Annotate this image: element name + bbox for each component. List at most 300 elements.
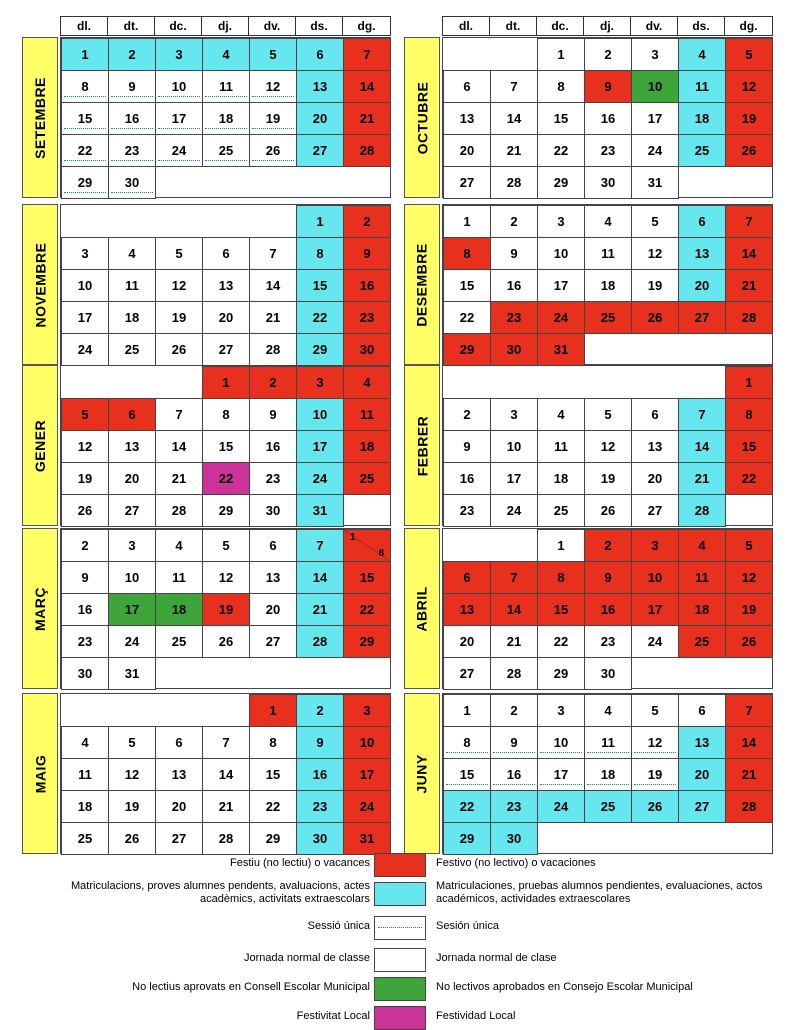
day-number: 13 [694, 735, 710, 750]
day-cell [108, 269, 156, 302]
day-number: 10 [77, 278, 93, 293]
day-cell [490, 102, 538, 135]
day-number: 15 [741, 439, 757, 454]
day-number: 10 [359, 735, 375, 750]
day-number: 19 [741, 602, 757, 617]
day-cell [631, 398, 679, 431]
day-number: 24 [77, 342, 93, 357]
legend-text-spanish: Festivo (no lectivo) o vacaciones [436, 857, 596, 869]
day-number: 1 [557, 47, 565, 62]
day-cell [108, 102, 156, 135]
day-number: 2 [463, 407, 471, 422]
day-cell [155, 494, 203, 527]
day-number: 22 [459, 799, 475, 814]
day-number: 4 [557, 407, 565, 422]
day-number: 18 [694, 602, 710, 617]
day-number: 29 [77, 175, 93, 190]
day-number: 22 [553, 634, 569, 649]
weekday-label-2: dc. [155, 17, 202, 35]
day-number: 1 [316, 214, 324, 229]
legend-text-catalan: Jornada normal de classe [244, 952, 370, 964]
day-cell [202, 494, 250, 527]
day-cell [108, 398, 156, 431]
day-number: 3 [128, 538, 136, 553]
day-number: 14 [506, 602, 522, 617]
day-number: 16 [506, 278, 522, 293]
day-cell [108, 70, 156, 103]
day-cell [490, 398, 538, 431]
month-label [22, 693, 58, 854]
day-number: 6 [463, 79, 471, 94]
day-number: 14 [506, 111, 522, 126]
day-cell [296, 694, 344, 727]
month-block-abril [404, 528, 773, 689]
day-number: 2 [363, 214, 371, 229]
day-number: 19 [171, 310, 187, 325]
day-cell [296, 70, 344, 103]
day-cell [296, 430, 344, 463]
day-number: 11 [695, 79, 709, 94]
day-cell [202, 561, 250, 594]
day-number: 15 [312, 278, 328, 293]
day-number: 16 [77, 602, 93, 617]
day-cell [537, 333, 585, 366]
day-number: 17 [553, 767, 569, 782]
day-cell [725, 726, 773, 759]
day-number: 7 [510, 570, 518, 585]
day-number: 20 [312, 111, 328, 126]
day-cell [678, 134, 726, 167]
day-number: 23 [124, 143, 140, 158]
day-number: 5 [175, 246, 183, 261]
day-cell [631, 561, 679, 594]
weekday-header [60, 16, 391, 36]
day-cell [537, 70, 585, 103]
day-cell [631, 593, 679, 626]
day-number: 3 [510, 407, 518, 422]
day-cell [537, 694, 585, 727]
day-cell [61, 494, 109, 527]
day-cell [296, 790, 344, 823]
day-number: 15 [218, 439, 234, 454]
day-number: 23 [459, 503, 475, 518]
day-number: 3 [175, 47, 183, 62]
day-number: 17 [77, 310, 93, 325]
day-number: 7 [698, 407, 706, 422]
day-cell [490, 561, 538, 594]
day-cell [202, 134, 250, 167]
day-cell [108, 657, 156, 690]
day-number: 4 [128, 246, 136, 261]
day-cell [678, 237, 726, 270]
day-cell [631, 301, 679, 334]
weekday-label-6: dg. [739, 19, 758, 33]
day-number: 27 [694, 799, 710, 814]
day-number: 13 [694, 246, 710, 261]
day-number: 15 [459, 767, 475, 782]
day-number: 10 [506, 439, 522, 454]
day-cell [678, 790, 726, 823]
day-cell [202, 237, 250, 270]
day-cell [108, 593, 156, 626]
day-cell [725, 561, 773, 594]
session-dotted-line [378, 927, 422, 928]
day-cell [61, 237, 109, 270]
day-cell [343, 694, 391, 727]
day-cell [631, 529, 679, 562]
day-cell [296, 237, 344, 270]
day-cell [443, 758, 491, 791]
day-cell [108, 625, 156, 658]
day-cell [155, 726, 203, 759]
legend-swatch [374, 916, 426, 940]
day-number: 9 [128, 79, 136, 94]
day-cell [296, 301, 344, 334]
day-number: 12 [171, 278, 187, 293]
day-cell [537, 726, 585, 759]
day-number: 1 [745, 375, 753, 390]
legend-swatch [374, 977, 426, 1001]
month-name: FEBRER [414, 415, 430, 476]
month-grid [60, 693, 391, 854]
day-cell [343, 758, 391, 791]
day-cell [537, 237, 585, 270]
day-cell [155, 625, 203, 658]
day-cell [725, 430, 773, 463]
day-cell [584, 625, 632, 658]
day-cell [725, 269, 773, 302]
day-number: 2 [269, 375, 277, 390]
day-number: 29 [312, 342, 328, 357]
day-number: 17 [647, 111, 663, 126]
day-number: 29 [218, 503, 234, 518]
legend-text-catalan: Sessió única [307, 920, 370, 932]
day-cell [108, 790, 156, 823]
day-cell [725, 625, 773, 658]
legend-swatch [374, 882, 426, 906]
day-cell [631, 269, 679, 302]
day-cell [443, 726, 491, 759]
day-cell [725, 398, 773, 431]
day-number: 17 [553, 278, 569, 293]
day-number: 30 [506, 342, 522, 357]
day-cell [61, 333, 109, 366]
day-cell [443, 625, 491, 658]
day-cell [678, 269, 726, 302]
day-cell [537, 269, 585, 302]
month-name: JUNY [414, 753, 431, 794]
day-number: 23 [506, 799, 522, 814]
day-number: 23 [265, 471, 281, 486]
day-number: 26 [741, 143, 757, 158]
legend-swatch [374, 1006, 426, 1030]
day-cell [490, 166, 538, 199]
day-cell [490, 694, 538, 727]
day-cell [631, 758, 679, 791]
day-number: 19 [741, 111, 757, 126]
day-cell [108, 333, 156, 366]
day-number: 9 [316, 735, 324, 750]
day-cell [249, 38, 297, 71]
day-cell [202, 70, 250, 103]
day-cell [343, 237, 391, 270]
day-cell [155, 822, 203, 855]
day-number: 10 [171, 79, 187, 94]
day-cell [490, 205, 538, 238]
day-number: 26 [218, 634, 234, 649]
day-number: 14 [741, 735, 757, 750]
day-cell [537, 38, 585, 71]
day-cell [678, 494, 726, 527]
day-number: 7 [745, 214, 753, 229]
day-number: 23 [506, 310, 522, 325]
day-cell [296, 822, 344, 855]
day-cell [61, 301, 109, 334]
day-number: 25 [77, 831, 93, 846]
day-number: 4 [698, 47, 706, 62]
day-number: 30 [124, 175, 140, 190]
day-number: 27 [694, 310, 710, 325]
day-cell [537, 430, 585, 463]
day-number: 22 [459, 310, 475, 325]
day-cell [678, 430, 726, 463]
day-cell [725, 694, 773, 727]
day-cell [443, 237, 491, 270]
month-grid [442, 528, 773, 689]
day-number: 5 [745, 47, 753, 62]
day-number: 20 [124, 471, 140, 486]
day-cell [678, 758, 726, 791]
day-number: 13 [265, 570, 281, 585]
day-number: 23 [600, 143, 616, 158]
day-cell [584, 205, 632, 238]
month-block-gener [22, 365, 391, 526]
day-number: 25 [553, 503, 569, 518]
day-cell [537, 462, 585, 495]
day-number: 5 [745, 538, 753, 553]
day-cell [343, 561, 391, 594]
day-cell [61, 790, 109, 823]
day-number: 18 [77, 799, 93, 814]
day-cell [343, 822, 391, 855]
day-number: 22 [359, 602, 375, 617]
day-cell [631, 38, 679, 71]
month-name: GENER [32, 419, 49, 472]
day-number: 20 [459, 143, 475, 158]
day-number: 31 [553, 342, 569, 357]
day-cell [443, 269, 491, 302]
day-number: 7 [316, 538, 324, 553]
day-cell [725, 529, 773, 562]
day-number: 11 [601, 735, 615, 750]
day-cell [343, 726, 391, 759]
day-cell [490, 822, 538, 855]
day-cell [678, 38, 726, 71]
day-number: 29 [359, 634, 375, 649]
day-cell [584, 593, 632, 626]
day-number: 8 [269, 735, 277, 750]
day-number: 18 [600, 278, 616, 293]
day-cell [249, 398, 297, 431]
day-cell [678, 205, 726, 238]
day-cell [584, 790, 632, 823]
day-cell [490, 134, 538, 167]
day-cell [202, 102, 250, 135]
day-cell [537, 593, 585, 626]
day-number: 24 [553, 799, 569, 814]
day-cell [249, 593, 297, 626]
day-number: 17 [312, 439, 328, 454]
day-cell [202, 269, 250, 302]
day-cell [343, 333, 391, 366]
day-cell [343, 301, 391, 334]
legend-text-spanish: No lectivos aprobados en Consejo Escolar Municipal [436, 981, 693, 993]
day-cell [202, 462, 250, 495]
day-number: 15 [359, 570, 375, 585]
day-cell [631, 134, 679, 167]
day-number: 15 [553, 111, 569, 126]
day-number: 16 [124, 111, 140, 126]
weekday-label-5: ds. [678, 17, 725, 35]
day-cell [584, 102, 632, 135]
day-cell [584, 758, 632, 791]
month-block-març [22, 528, 391, 689]
day-number: 27 [459, 666, 475, 681]
day-number: 23 [77, 634, 93, 649]
day-cell [443, 301, 491, 334]
day-number: 6 [128, 407, 136, 422]
day-cell [249, 366, 297, 399]
day-number: 6 [316, 47, 324, 62]
day-number: 10 [647, 570, 663, 585]
day-cell [490, 333, 538, 366]
day-number: 14 [312, 570, 328, 585]
day-cell [108, 237, 156, 270]
weekday-header [442, 16, 773, 36]
day-number: 4 [81, 735, 89, 750]
weekday-label-5: ds. [296, 17, 343, 35]
day-cell [108, 758, 156, 791]
day-cell [584, 462, 632, 495]
day-cell [296, 134, 344, 167]
day-number: 12 [741, 570, 757, 585]
day-cell [443, 462, 491, 495]
day-cell [249, 134, 297, 167]
day-cell [725, 301, 773, 334]
day-cell [249, 333, 297, 366]
day-number: 19 [265, 111, 281, 126]
day-number: 18 [600, 767, 616, 782]
day-cell [61, 529, 109, 562]
day-cell [490, 593, 538, 626]
day-number: 12 [218, 570, 234, 585]
day-number: 28 [506, 666, 522, 681]
day-cell [108, 462, 156, 495]
day-number: 21 [694, 471, 710, 486]
day-cell [537, 102, 585, 135]
day-number: 7 [222, 735, 230, 750]
day-cell [202, 625, 250, 658]
day-cell [537, 301, 585, 334]
day-number: 20 [459, 634, 475, 649]
day-cell [108, 301, 156, 334]
day-number: 16 [265, 439, 281, 454]
day-cell [61, 822, 109, 855]
day-number: 19 [647, 767, 663, 782]
day-cell [725, 593, 773, 626]
day-number: 25 [694, 634, 710, 649]
month-grid [442, 204, 773, 365]
day-number: 10 [553, 246, 569, 261]
legend-text-catalan: No lectius aprovats en Consell Escolar Municipal [132, 981, 370, 993]
day-number: 25 [124, 342, 140, 357]
day-cell [296, 462, 344, 495]
day-cell [249, 70, 297, 103]
day-cell [443, 494, 491, 527]
day-cell [631, 726, 679, 759]
day-number: 9 [463, 439, 471, 454]
day-number: 26 [124, 831, 140, 846]
day-number: 2 [81, 538, 89, 553]
day-number: 16 [506, 767, 522, 782]
day-number: 17 [506, 471, 522, 486]
month-name: DESEMBRE [414, 242, 431, 327]
day-cell [631, 625, 679, 658]
day-cell [61, 726, 109, 759]
day-number: 5 [604, 407, 612, 422]
day-number: 12 [741, 79, 757, 94]
day-number: 6 [651, 407, 659, 422]
day-cell [108, 726, 156, 759]
day-number: 24 [506, 503, 522, 518]
day-cell [61, 269, 109, 302]
day-number: 18 [359, 439, 375, 454]
day-cell [343, 625, 391, 658]
day-cell [249, 790, 297, 823]
day-cell [725, 366, 773, 399]
day-cell [296, 398, 344, 431]
day-number: 16 [600, 111, 616, 126]
legend-text-spanish: Matriculaciones, pruebas alumnos pendientes, evaluaciones, actos académicos, actividades extraescolares [436, 880, 763, 905]
day-number: 17 [124, 602, 140, 617]
day-cell [678, 694, 726, 727]
day-cell [202, 333, 250, 366]
day-cell [678, 625, 726, 658]
day-cell [249, 237, 297, 270]
legend-text-spanish: Jornada normal de clase [436, 952, 557, 964]
day-cell [537, 398, 585, 431]
day-number: 27 [171, 831, 187, 846]
day-number: 20 [265, 602, 281, 617]
day-number: 25 [218, 143, 234, 158]
legend-text-catalan: Festiu (no lectiu) o vacances [229, 857, 370, 869]
day-number: 16 [359, 278, 375, 293]
day-cell [584, 301, 632, 334]
day-number: 4 [363, 375, 371, 390]
day-number: 29 [459, 342, 475, 357]
month-name: ABRIL [414, 585, 430, 632]
day-cell [155, 134, 203, 167]
day-cell [202, 398, 250, 431]
day-cell [202, 726, 250, 759]
day-cell [490, 625, 538, 658]
day-cell [108, 494, 156, 527]
month-label [404, 37, 440, 198]
day-number: 8 [463, 246, 471, 261]
day-number: 11 [219, 79, 233, 94]
day-number: 6 [463, 570, 471, 585]
day-cell [249, 462, 297, 495]
